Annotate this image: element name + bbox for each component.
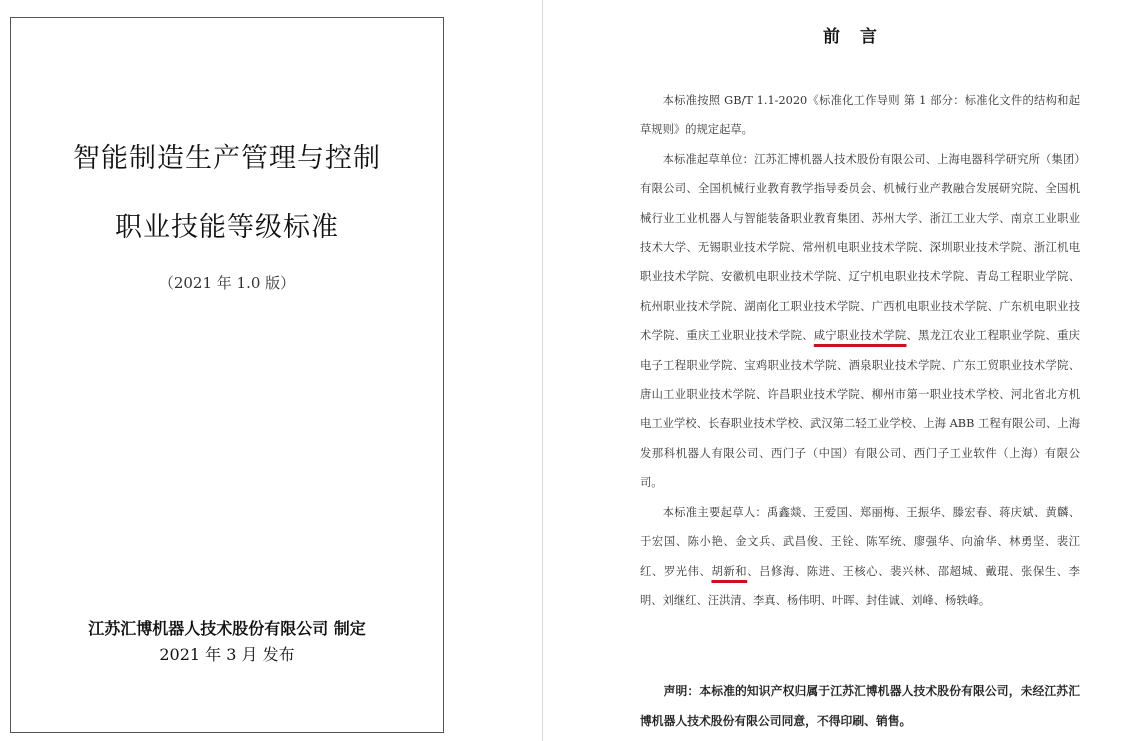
cover-title-line2: 职业技能等级标准 (115, 212, 339, 243)
copyright-statement (640, 676, 1080, 736)
drafting-units-text-a: 本标准起草单位：江苏汇博机器人技术股份有限公司、上海电器科学研究所（集团）有限公司、全国机械行业教育教学指导委员会、机械行业产教融合发展研究院、全国机械行业工业机器人与智能装备职业教育集团、苏州大学、浙江工业大学、南京工业职业技术大学、无锡职业技术学院、常州机电职业技术学院、深圳职业技术学院、浙江机电职业技术学院、安徽机电职业技术学院、辽宁机电职业技术学院、青岛工程职业学院、杭州职业技术学院、湖南化工职业技术学院、广西机电职业技术学院、广东机电职业技术学院、重庆工业职业技术学院、 (640, 152, 1080, 343)
highlighted-drafter: 胡新和 (711, 564, 748, 578)
cover-version: （2021 年 1.0 版） (158, 274, 296, 292)
drafters-text-a: 本标准主要起草人：禹鑫燚、王爱国、郑丽梅、王振华、滕宏春、蒋庆斌、黄麟、于宏国、陈小艳、金文兵、武昌俊、王铨、陈军统、廖强华、向渝华、林勇坚、裴江红、罗光伟、 (640, 505, 1080, 578)
highlighted-unit: 咸宁职业技术学院 (813, 329, 907, 343)
foreword-page (640, 0, 1080, 741)
foreword-paragraph-3 (640, 498, 1080, 616)
cover-page (10, 17, 444, 733)
foreword-paragraph-1: 本标准按照 GB/T 1.1-2020《标准化工作导则 第 1 部分：标准化文件的结构和起草规则》的规定起草。 (640, 94, 1080, 137)
drafting-units-text-b: 、黑龙江农业工程职业学院、重庆电子工程职业学院、宝鸡职业技术学院、酒泉职业技术学院、广东工贸职业技术学院、唐山工业职业技术学院、许昌职业技术学院、柳州市第一职业技术学校、河北省北方机电工业学校、长春职业技术学校、武汉第二轻工业学校、上海 ABB 工程有限公司、上海发那科机器人有限公司、西门子（中国）有限公司、西门子工业软件（上海）有限公司。 (640, 329, 1080, 490)
foreword-title: 前言 (823, 27, 897, 47)
page-divider (542, 0, 543, 741)
statement-text: 声明：本标准的知识产权归属于江苏汇博机器人技术股份有限公司，未经江苏汇博机器人技术股份有限公司同意，不得印刷、销售。 (640, 684, 1080, 728)
foreword-paragraph-2 (640, 145, 1080, 498)
cover-title-line1: 智能制造生产管理与控制 (73, 143, 381, 174)
cover-date: 2021 年 3 月 发布 (159, 645, 295, 664)
cover-company: 江苏汇博机器人技术股份有限公司 制定 (88, 619, 366, 638)
drafters-text-b: 、吕修海、陈进、王核心、裴兴林、邵超城、戴琨、张保生、李明、刘继红、汪洪清、李真、杨伟明、叶晖、封佳诚、刘峰、杨轶峰。 (640, 564, 1080, 607)
foreword-body (640, 86, 1080, 615)
